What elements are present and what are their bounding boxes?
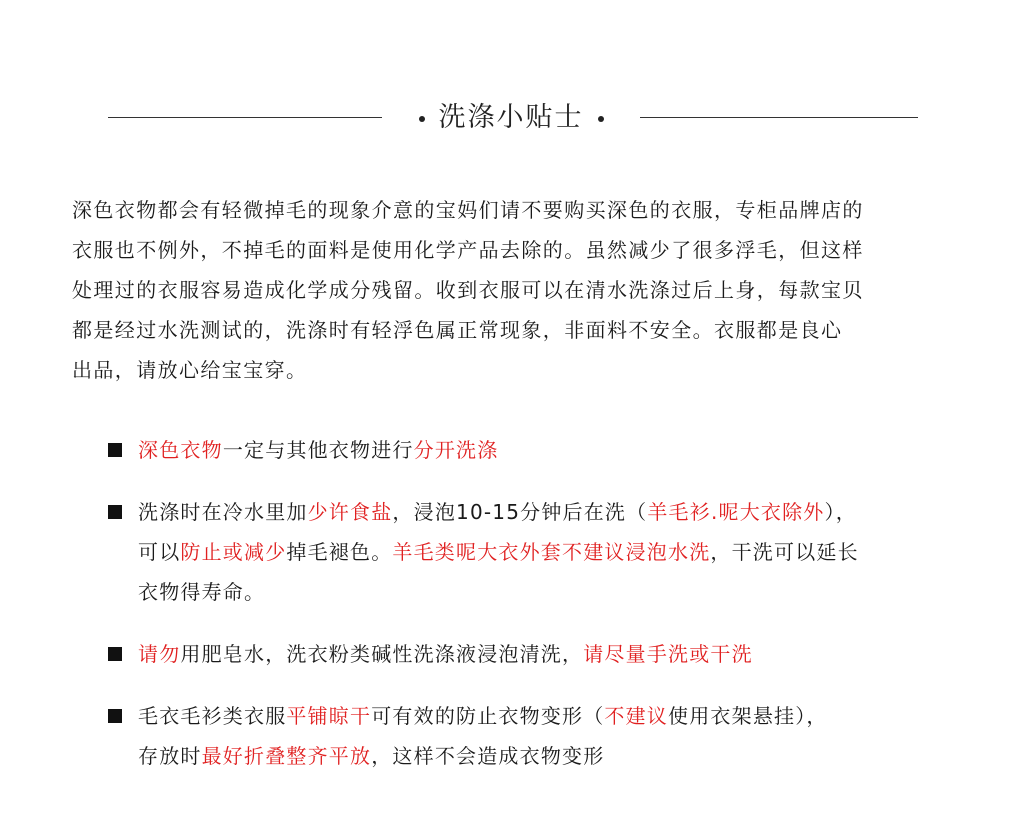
section-title-wrap: [382, 96, 640, 140]
tip-line: [138, 430, 968, 470]
tips-list: [108, 430, 968, 776]
tip-text-highlight: 防止或减少: [180, 540, 287, 564]
tip-text: ，干洗可以延长: [710, 540, 859, 564]
tip-text-highlight: 羊毛衫.呢大衣除外: [647, 500, 825, 524]
intro-line: 处理过的衣服容易造成化学成分残留。收到衣服可以在清水洗涤过后上身，每款宝贝: [72, 278, 864, 302]
title-row: [108, 96, 918, 140]
tip-text: 毛衣毛衫类衣服: [138, 704, 287, 728]
tip-text: 使用衣架悬挂），: [668, 704, 828, 728]
tip-text: 用肥皂水，洗衣粉类碱性洗涤液浸泡清洗，: [180, 642, 584, 666]
tip-text: 掉毛褪色。: [286, 540, 393, 564]
tip-text-highlight: 请勿: [138, 642, 181, 666]
bullet-dot-icon: [419, 116, 425, 122]
tip-text: 一定与其他衣物进行: [222, 438, 414, 462]
tip-text: ，这样不会造成衣物变形: [371, 744, 605, 768]
tip-text-highlight: 不建议: [604, 704, 669, 728]
tip-text-highlight: 最好折叠整齐平放: [201, 744, 372, 768]
tip-item: [108, 492, 968, 612]
square-bullet-icon: [108, 709, 122, 723]
square-bullet-icon: [108, 647, 122, 661]
tip-text-highlight: 羊毛类呢大衣外套不建议浸泡水洗: [392, 540, 711, 564]
tip-line: [138, 736, 968, 776]
intro-line: 衣服也不例外，不掉毛的面料是使用化学产品去除的。虽然减少了很多浮毛，但这样: [72, 238, 864, 262]
tip-text: 存放时: [138, 744, 202, 768]
tip-text: 衣物得寿命。: [138, 580, 266, 604]
tip-line: [138, 696, 968, 736]
tip-text-highlight: 深色衣物: [138, 438, 223, 462]
square-bullet-icon: [108, 443, 122, 457]
tip-line: [138, 572, 968, 612]
tip-text-highlight: 平铺晾干: [286, 704, 372, 728]
intro-paragraph: [72, 190, 967, 390]
tip-item: [108, 634, 968, 674]
divider-left: [108, 117, 382, 118]
tip-item: [108, 430, 968, 470]
tip-text: 可以: [138, 540, 181, 564]
tip-text-highlight: 少许食盐: [307, 500, 393, 524]
tip-item: [108, 696, 968, 776]
tip-line: [138, 532, 968, 572]
bullet-dot-icon: [598, 116, 604, 122]
tip-text: ），: [824, 500, 857, 524]
intro-line: 都是经过水洗测试的，洗涤时有轻浮色属正常现象，非面料不安全。衣服都是良心: [72, 318, 843, 342]
intro-line: 深色衣物都会有轻微掉毛的现象介意的宝妈们请不要购买深色的衣服，专柜品牌店的: [72, 198, 864, 222]
intro-line: 出品，请放心给宝宝穿。: [72, 358, 308, 382]
divider-right: [640, 117, 918, 118]
tip-text-highlight: 请尽量手洗或干洗: [583, 642, 753, 666]
tip-line: [138, 492, 968, 532]
tip-text: 洗涤时在冷水里加: [138, 500, 308, 524]
tip-line: [138, 634, 968, 674]
square-bullet-icon: [108, 505, 122, 519]
page-title: 洗涤小贴士: [438, 102, 584, 133]
tip-text: ，浸泡10-15分钟后在洗（: [392, 500, 648, 524]
tip-text: 可有效的防止衣物变形（: [371, 704, 605, 728]
tip-text-highlight: 分开洗涤: [413, 438, 499, 462]
